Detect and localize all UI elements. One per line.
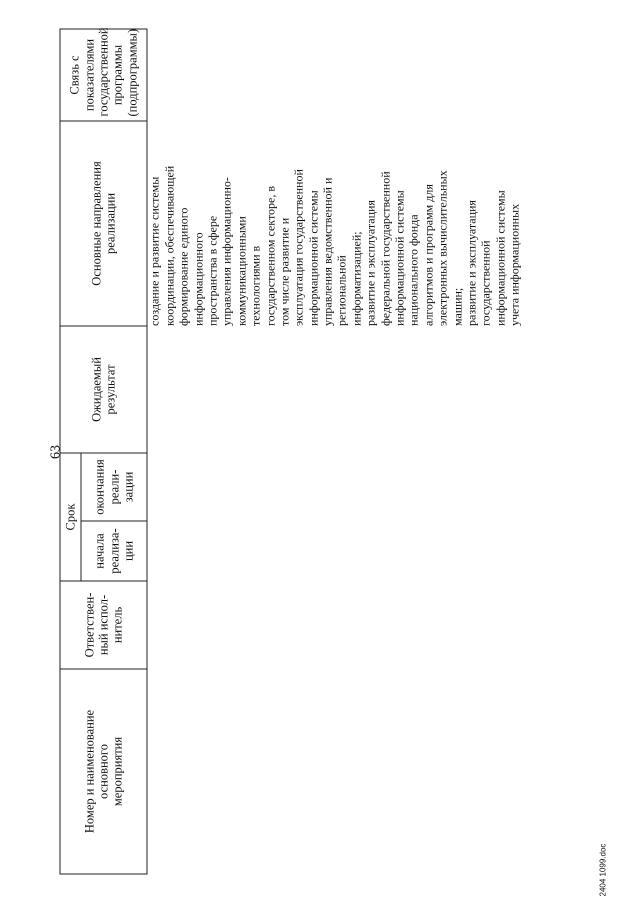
header-start-date: начала реализа- ции [81, 521, 147, 581]
content-line: государственной [478, 240, 493, 326]
rotated-page [1, 0, 640, 905]
content-line: эксплуатация государственной [291, 169, 306, 326]
content-line: информационной системы [306, 190, 321, 326]
content-line: государственном секторе, в [263, 185, 277, 326]
content-line: информационного [191, 232, 206, 326]
content-line: развитие и эксплуатация [464, 200, 479, 326]
content-line: коммуникационными [234, 216, 249, 326]
content-line: электронных вычислительных [435, 170, 450, 326]
content-line: пространства в сфере [205, 215, 220, 326]
content-line: алгоритмов и программ для [421, 184, 436, 326]
content-line: создание и развитие системы [147, 176, 162, 326]
content-line: федеральной государственной [378, 171, 393, 326]
header-expected-result: Ожидаемый результат [60, 326, 147, 453]
header-link-indicators: Связь с показателями государственной программы (подпрограммы) [60, 29, 147, 121]
content-line: управления ведомственной и [320, 177, 335, 326]
page-number: 63 [48, 445, 64, 459]
content-line: региональной [334, 255, 349, 326]
content-line: том числе развитие и [277, 217, 292, 326]
header-main-directions: Основные направления реализации [60, 121, 147, 326]
content-line: информатизацией; [349, 231, 364, 326]
content-line: технологиями в [248, 245, 263, 326]
content-line: развитие и эксплуатация [363, 200, 378, 326]
activities-table [60, 28, 523, 874]
content-line: координации, обеспечивающей [162, 165, 177, 326]
content-line: формирование единого [176, 207, 191, 326]
content-line: информационной системы [493, 190, 508, 326]
header-term: Срок [60, 453, 81, 581]
content-line: управления информационно- [219, 177, 234, 326]
content-line: информационной системы [392, 190, 407, 326]
content-line: национального фонда [406, 214, 421, 326]
header-responsible: Ответствен- ный испол- нитель [60, 581, 147, 669]
header-end-date: окончания реали- зации [81, 453, 147, 521]
main-directions-cell [147, 121, 522, 326]
content-line: учета информационных [507, 203, 522, 326]
header-activity-name: Номер и наименование основного мероприятия [60, 669, 147, 874]
content-line: машин; [450, 287, 465, 326]
footer-filename: 2404 1099.doc [598, 843, 608, 897]
